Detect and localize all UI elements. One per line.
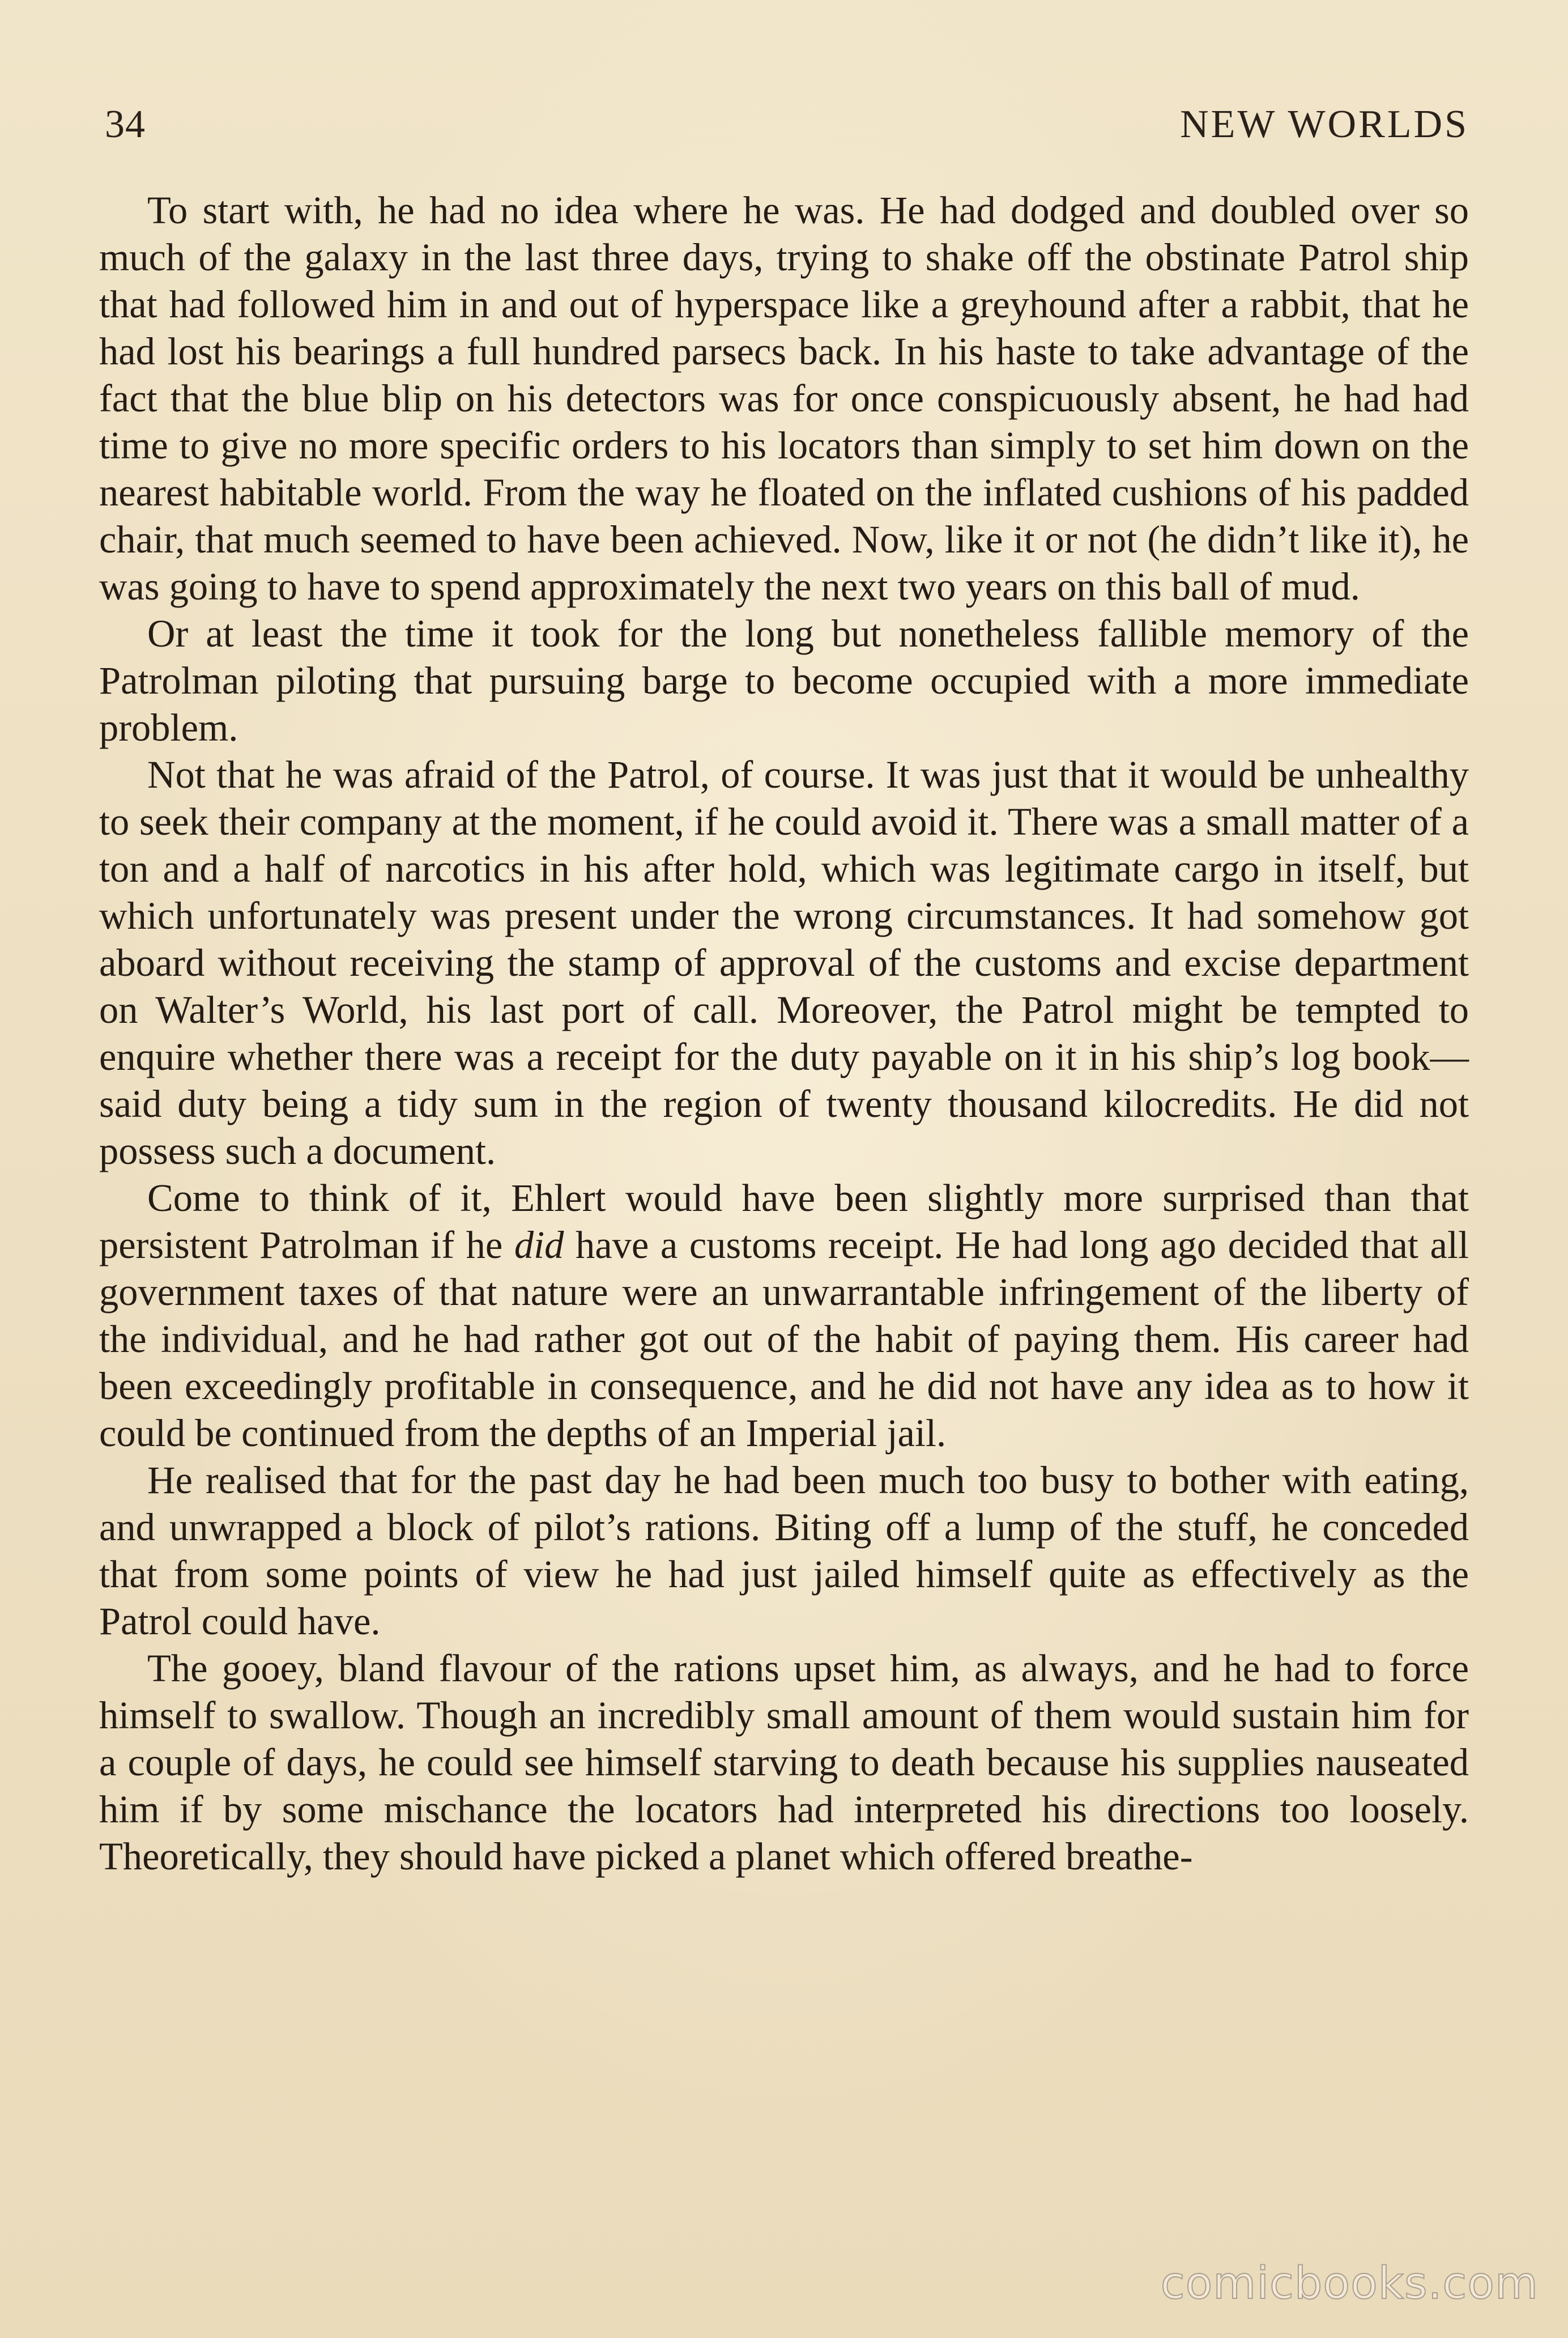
page-number: 34 bbox=[105, 103, 146, 146]
paragraph-1 bbox=[99, 187, 1469, 610]
paragraph-6 bbox=[99, 1645, 1469, 1880]
paragraph-5 bbox=[99, 1457, 1469, 1645]
paragraph-2-text: Or at least the time it took for the long but nonetheless fallible memory of the Patrolman piloting that pursuing barge to become occupied with a more immediate problem. bbox=[99, 612, 1469, 749]
story-body bbox=[99, 187, 1469, 1880]
paragraph-3 bbox=[99, 751, 1469, 1175]
site-watermark: comicbooks.com bbox=[1160, 2258, 1539, 2309]
paragraph-5-text: He realised that for the past day he had been much too busy to bother with eating, and unwrapped a block of pilot’s rations. Biting off a lump of the stuff, he conceded that from some points of view he had just jailed himself quite as effectively as the Patrol could have. bbox=[99, 1459, 1469, 1643]
paragraph-4 bbox=[99, 1175, 1469, 1457]
paragraph-4-text-start: Come to think of it, Ehlert would have been slightly more surprised than that persistent Patrolman if he bbox=[99, 1176, 1469, 1266]
page-header bbox=[105, 102, 1469, 159]
running-head: NEW WORLDS bbox=[1180, 103, 1469, 146]
paragraph-1-text: To start with, he had no idea where he was. He had dodged and doubled over so much of the galaxy in the last three days, trying to shake off the obstinate Patrol ship that had followed him in and out of hyperspace like a greyhound after a rabbit, that he had lost his bearings a full hundred parsecs back. In his haste to take advantage of the fact that the blue blip on his detectors was for once conspicuously absent, he had had time to give no more specific orders to his locators than simply to set him down on the nearest habitable world. From the way he floated on the inflated cushions of his padded chair, that much seemed to have been achieved. Now, like it or not (he didn’t like it), he was going to have to spend approximately the next two years on this ball of mud. bbox=[99, 189, 1469, 608]
paragraph-4-italic-word: did bbox=[514, 1223, 564, 1266]
paragraph-2 bbox=[99, 610, 1469, 751]
paragraph-4-text-end: have a customs receipt. He had long ago decided that all government taxes of that nature were an unwarrantable infringement of the liberty of the individual, and he had rather got out of the habit of paying them. His career had been exceedingly profitable in consequence, and he did not have any idea as to how it could be continued from the depths of an Imperial jail. bbox=[99, 1223, 1469, 1455]
paragraph-3-text: Not that he was afraid of the Patrol, of course. It was just that it would be unhealthy to seek their company at the moment, if he could avoid it. There was a small matter of a ton and a half of narcotics in his after hold, which was legitimate cargo in itself, but which unfortunately was present under the wrong circumstances. It had somehow got aboard without receiving the stamp of approval of the customs and excise department on Walter’s World, his last port of call. Moreover, the Patrol might be tempted to enquire whether there was a receipt for the duty payable on it in his ship’s log book—said duty being a tidy sum in the region of twenty thousand kilocredits. He did not possess such a document. bbox=[99, 753, 1469, 1172]
paragraph-6-text: The gooey, bland flavour of the rations upset him, as always, and he had to force himself to swallow. Though an incredibly small amount of them would sustain him for a couple of days, he could see himself starving to death because his supplies nauseated him if by some mischance the locators had interpreted his directions too loosely. Theoretically, they should have picked a planet which offered breathe- bbox=[99, 1647, 1469, 1878]
